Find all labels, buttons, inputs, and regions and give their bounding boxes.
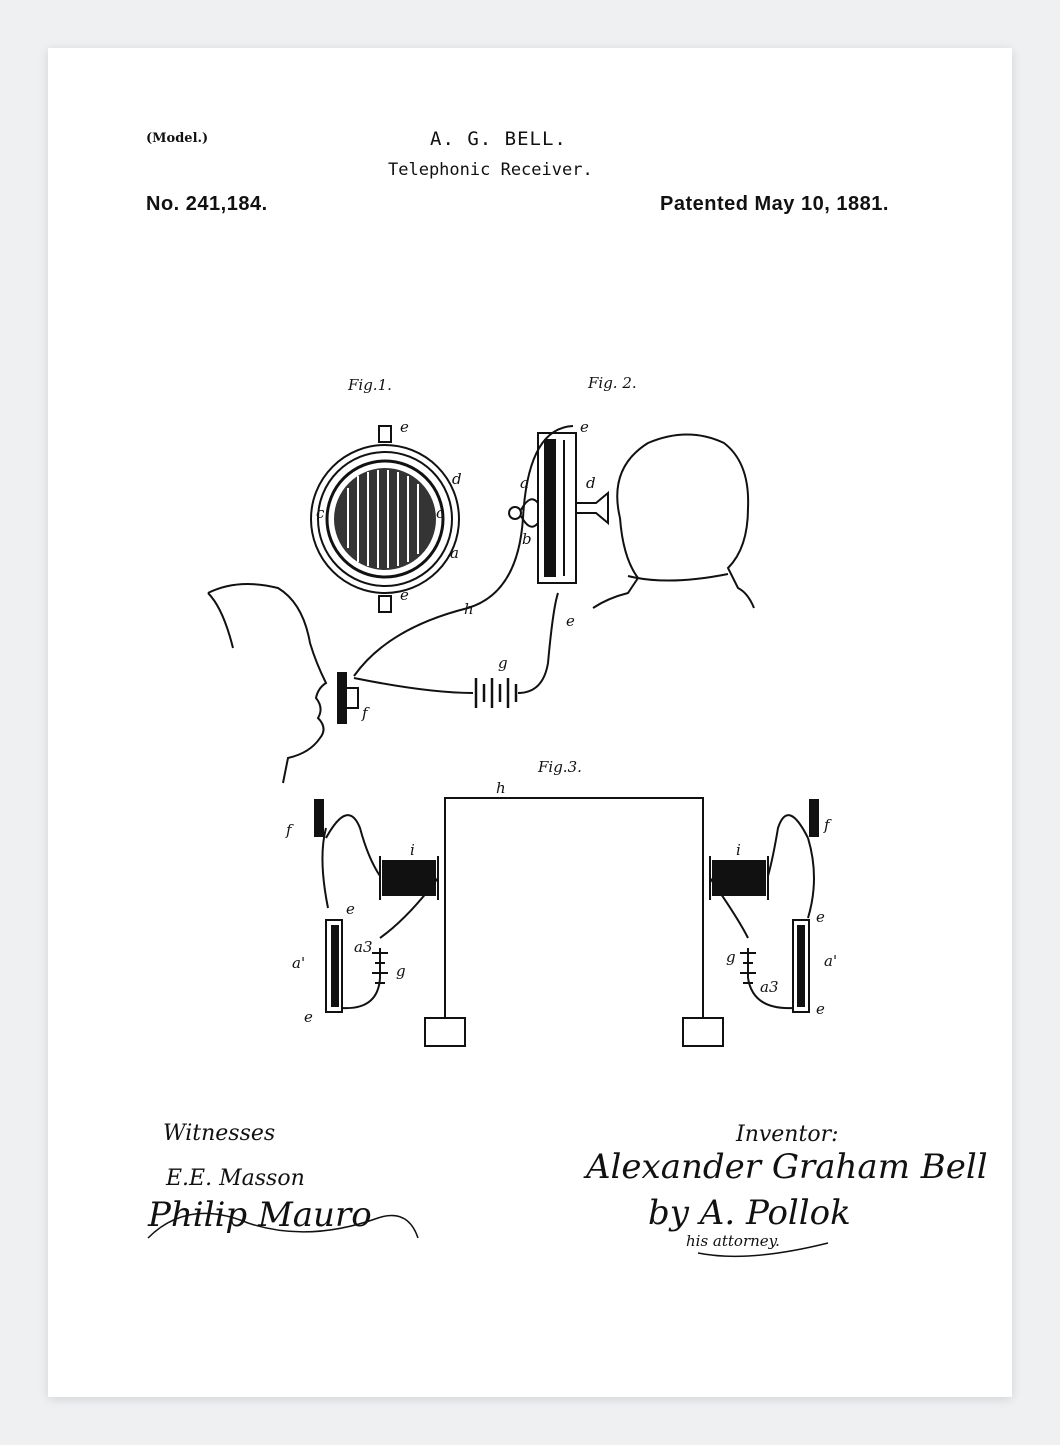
label-fig2-a: a xyxy=(520,474,529,492)
label-h: h xyxy=(464,600,474,618)
label-f: f xyxy=(362,704,368,722)
label-c-right: c xyxy=(436,504,445,522)
label-fig3-h: h xyxy=(496,779,506,797)
witness-signature-2: Philip Mauro xyxy=(148,1195,372,1235)
inventor-signature: Alexander Graham Bell xyxy=(586,1147,988,1187)
label-fig3-i-right: i xyxy=(736,841,741,859)
witness-signature-1: E.E. Masson xyxy=(166,1166,305,1191)
attorney-signature: by A. Pollok xyxy=(648,1193,851,1233)
patent-title: Telephonic Receiver. xyxy=(388,160,593,180)
head-back-drawing xyxy=(593,435,754,609)
label-g: g xyxy=(498,654,508,672)
label-fig3-e-right-top: e xyxy=(816,908,825,926)
patent-sheet xyxy=(48,48,1012,1397)
label-fig3-e-right-bottom: e xyxy=(816,1000,825,1018)
label-fig2-d: d xyxy=(586,474,596,492)
label-fig3-e-left-top: e xyxy=(346,900,355,918)
inventor-heading: A. G. BELL. xyxy=(430,128,567,150)
label-fig3-e-left-bottom: e xyxy=(304,1008,313,1026)
witnesses-label: Witnesses xyxy=(163,1121,276,1146)
label-fig3-a3-left: a3 xyxy=(354,938,373,956)
patent-number: No. 241,184. xyxy=(146,193,268,215)
label-fig3-a1-right: a' xyxy=(824,952,838,970)
label-fig3-g-left: g xyxy=(396,962,406,980)
model-label: (Model.) xyxy=(146,131,209,146)
label-fig3-a1-left: a' xyxy=(292,954,306,972)
label-fig3-f-right: f xyxy=(824,816,830,834)
label-fig3-f-left: f xyxy=(286,821,292,839)
label-e-bottom: e xyxy=(400,586,409,604)
patent-date: Patented May 10, 1881. xyxy=(660,193,889,215)
fig1-caption: Fig.1. xyxy=(348,376,392,394)
label-c-left: c xyxy=(316,504,325,522)
label-a: a xyxy=(450,544,459,562)
label-e-top: e xyxy=(400,418,409,436)
fig2-caption: Fig. 2. xyxy=(588,374,637,392)
label-fig3-i-left: i xyxy=(410,841,415,859)
fig3-circuit-drawing xyxy=(315,798,818,1046)
inventor-label: Inventor: xyxy=(736,1122,839,1147)
label-fig2-e-bottom: e xyxy=(566,612,575,630)
fig3-caption: Fig.3. xyxy=(538,758,582,776)
attorney-label: his attorney. xyxy=(686,1232,780,1250)
label-fig2-e-top: e xyxy=(580,418,589,436)
face-profile-drawing xyxy=(208,584,326,783)
label-fig3-g-right: g xyxy=(726,948,736,966)
label-fig2-b: b xyxy=(522,530,532,548)
label-fig3-a3-right: a3 xyxy=(760,978,779,996)
label-d: d xyxy=(452,470,462,488)
